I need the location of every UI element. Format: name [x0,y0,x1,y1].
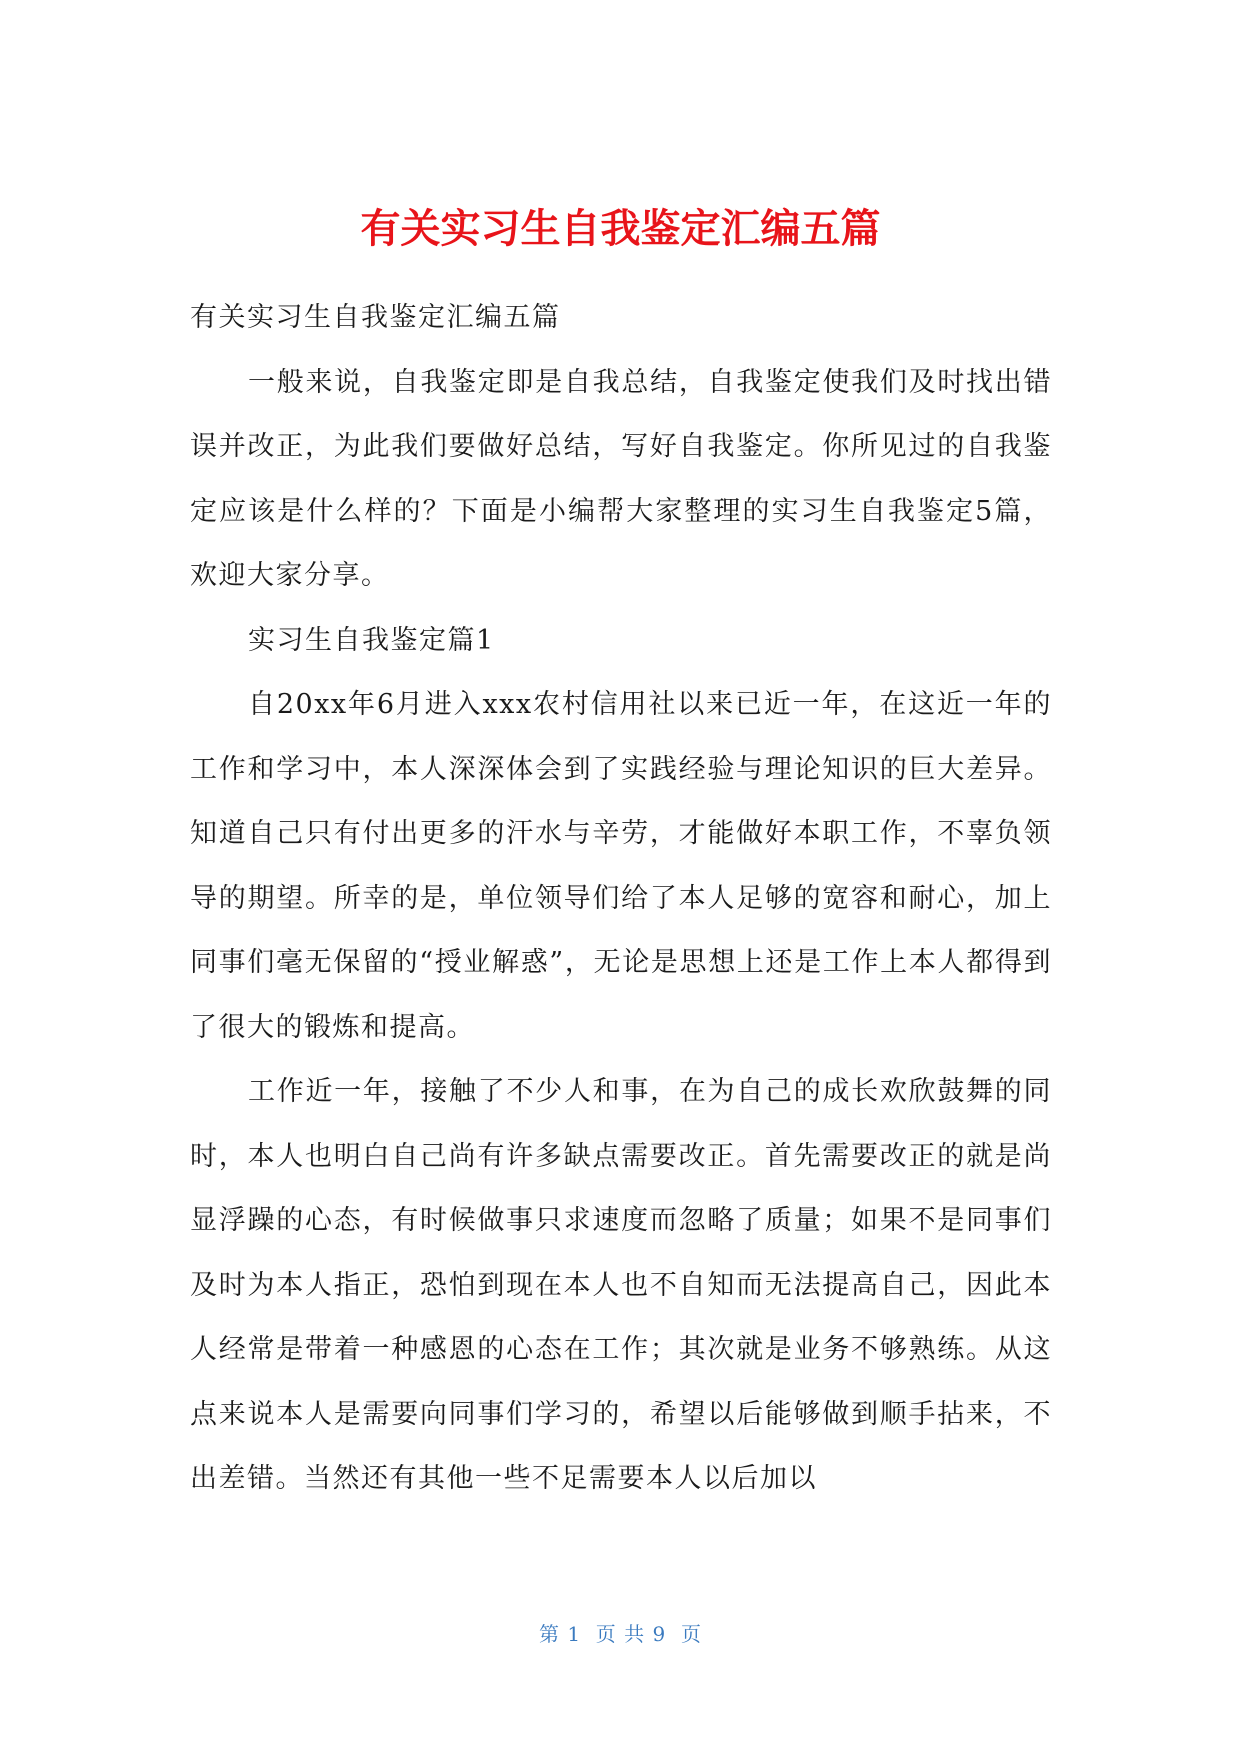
body-paragraph: 工作近一年，接触了不少人和事，在为自己的成长欢欣鼓舞的同时，本人也明白自己尚有许多缺点需要改正。首先需要改正的就是尚显浮躁的心态，有时候做事只求速度而忽略了质量；如果不是同事们及时为本人指正，恐怕到现在本人也不自知而无法提高自己，因此本人经常是带着一种感恩的心态在工作；其次就是业务不够熟练。从这点来说本人是需要向同事们学习的，希望以后能够做到顺手拈来，不出差错。当然还有其他一些不足需要本人以后加以 [190,1076,1052,1494]
document-subtitle: 有关实习生自我鉴定汇编五篇 [190,302,561,333]
document-title: 有关实习生自我鉴定汇编五篇 [360,206,881,252]
document-body [190,286,1052,1512]
section-heading: 实习生自我鉴定篇1 [248,624,495,656]
page-number-footer: 第 1 页 共 9 页 [539,1622,702,1646]
body-paragraph: 自20xx年6月进入xxx农村信用社以来已近一年，在这近一年的工作和学习中，本人深深体会到了实践经验与理论知识的巨大差异。知道自己只有付出更多的汗水与辛劳，才能做好本职工作，不辜负领导的期望。所幸的是，单位领导们给了本人足够的宽容和耐心，加上同事们毫无保留的“授业解惑”，无论是思想上还是工作上本人都得到了很大的锻炼和提高。 [190,689,1052,1043]
intro-paragraph: 一般来说，自我鉴定即是自我总结，自我鉴定使我们及时找出错误并改正，为此我们要做好总结，写好自我鉴定。你所见过的自我鉴定应该是什么样的？下面是小编帮大家整理的实习生自我鉴定5篇，欢迎大家分享。 [190,366,1052,591]
